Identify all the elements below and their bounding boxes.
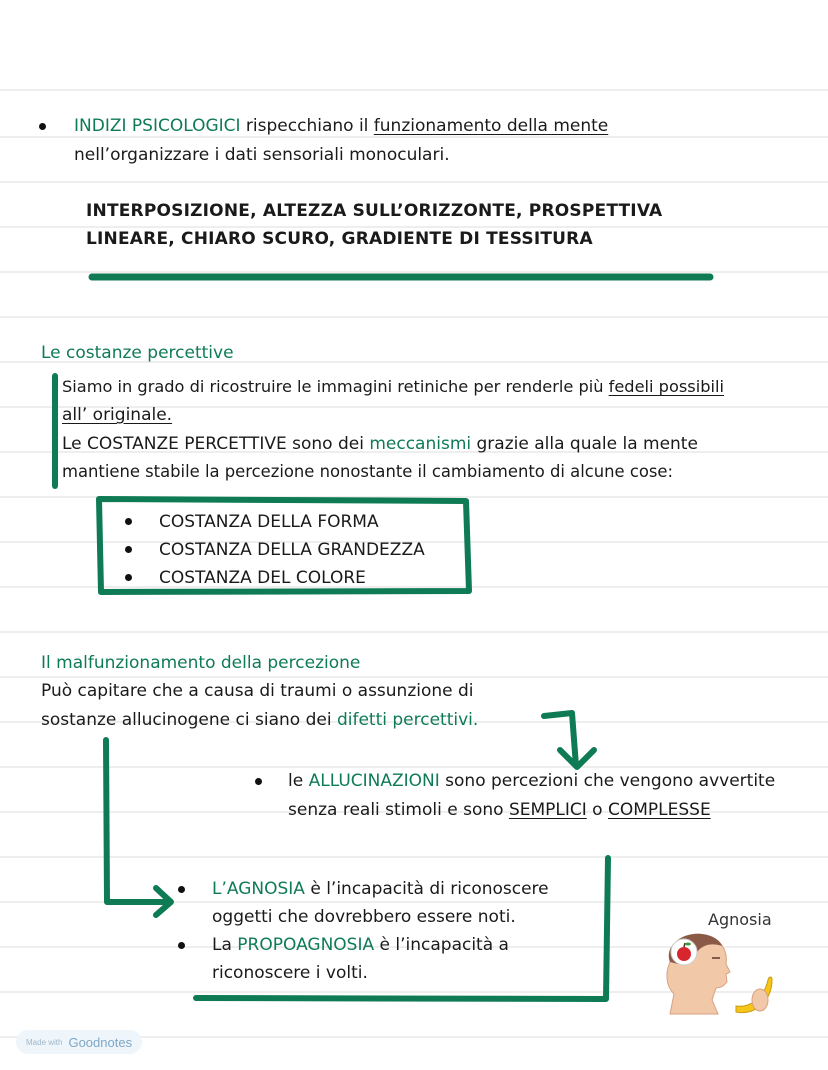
indizi-line-2: nell’organizzare i dati sensoriali monoculari. — [74, 145, 450, 165]
text: Siamo in grado di ricostruire le immagini retiniche per renderle più — [62, 377, 609, 396]
text: Le COSTANZE PERCETTIVE sono dei — [62, 434, 370, 454]
brand-label: Goodnotes — [68, 1034, 133, 1050]
term-agnosia: L’AGNOSIA — [212, 879, 305, 899]
term-propoagnosia: PROPOAGNOSIA — [237, 935, 375, 955]
agnosia-line-1 — [212, 875, 549, 903]
text: le — [288, 771, 309, 791]
allucinazioni-line-1 — [288, 767, 775, 795]
list-item: COSTANZA DELLA FORMA — [159, 512, 379, 532]
image-caption: Agnosia — [708, 910, 772, 929]
text: è l’incapacità a — [374, 935, 509, 955]
costanze-p3 — [62, 430, 698, 458]
hand-shape — [752, 989, 768, 1011]
text: rispecchiano il — [240, 116, 374, 136]
bullet — [39, 123, 46, 130]
bullet — [178, 886, 185, 893]
allucinazioni-line-2 — [288, 796, 711, 824]
heading-malfunzionamento: Il malfunzionamento della percezione — [41, 653, 361, 673]
list-item: COSTANZA DEL COLORE — [159, 568, 366, 588]
propoagnosia-line-1 — [212, 931, 509, 959]
caps-line-1: INTERPOSIZIONE, ALTEZZA SULL’ORIZZONTE, PROSPETTIVA — [86, 201, 663, 221]
malf-p2 — [41, 706, 478, 734]
caps-line-2: LINEARE, CHIARO SCURO, GRADIENTE DI TESSITURA — [86, 229, 593, 249]
text: è l’incapacità di riconoscere — [304, 879, 549, 899]
text: grazie alla quale la mente — [471, 434, 698, 454]
term-allucinazioni: ALLUCINAZIONI — [308, 771, 440, 791]
apple-icon — [677, 947, 691, 961]
text: senza reali stimoli e sono — [288, 800, 509, 820]
underlined-text: COMPLESSE — [607, 800, 711, 820]
term-meccanismi: meccanismi — [369, 434, 472, 454]
term-indizi: INDIZI PSICOLOGICI — [74, 116, 241, 136]
list-item: COSTANZA DELLA GRANDEZZA — [159, 540, 425, 560]
bullet — [178, 942, 185, 949]
text: sono percezioni che vengono avvertite — [439, 771, 776, 791]
heading-costanze: Le costanze percettive — [41, 343, 234, 363]
text: sostanze allucinogene ci siano dei — [41, 710, 337, 730]
bullet — [125, 518, 132, 525]
term-difetti: difetti percettivi. — [336, 710, 479, 730]
goodnotes-badge — [16, 1030, 142, 1054]
agnosia-line-2: oggetti che dovrebbero essere noti. — [212, 907, 516, 927]
underlined-text: SEMPLICI — [508, 800, 587, 820]
indizi-line-1 — [74, 112, 608, 140]
bullet — [255, 778, 262, 785]
agnosia-illustration — [650, 928, 780, 1018]
underlined-text: funzionamento della mente — [373, 116, 609, 136]
text: La — [212, 935, 238, 955]
malf-p1: Può capitare che a causa di traumi o assunzione di — [41, 681, 474, 701]
bullet — [125, 574, 132, 581]
underlined-text: fedeli possibili — [608, 377, 724, 396]
costanze-p1 — [62, 373, 724, 401]
costanze-p2: all’ originale. — [62, 405, 173, 425]
bullet — [125, 546, 132, 553]
made-with-label: Made with — [26, 1037, 63, 1047]
text: o — [586, 800, 608, 820]
costanze-p4: mantiene stabile la percezione nonostante il cambiamento di alcune cose: — [62, 462, 674, 481]
propoagnosia-line-2: riconoscere i volti. — [212, 963, 368, 983]
